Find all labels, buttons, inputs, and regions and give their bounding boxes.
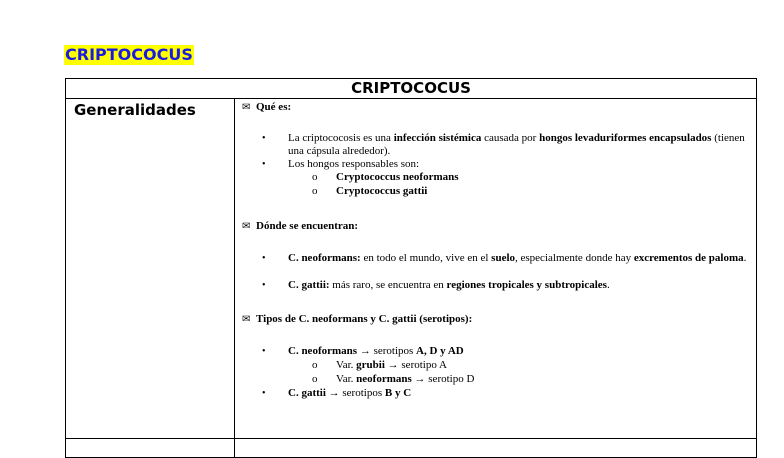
mailbox-icon: ✉ <box>242 102 251 113</box>
sub-bullet: o <box>312 373 318 385</box>
bullet: • <box>262 133 266 144</box>
page-title: CRIPTOCOCUS <box>65 45 193 64</box>
list-item-text: C. gattii: más raro, se encuentra en regiones tropicales y subtropicales. <box>288 279 610 291</box>
sub-list-item-text: Var. neoformans → serotipo D <box>336 373 475 385</box>
document-table <box>65 78 757 458</box>
table-header: CRIPTOCOCUS <box>66 79 756 99</box>
list-item-text: La criptococosis es una infección sistémica causada por hongos levaduriformes encapsulados (tienen una cápsula alrededor). <box>288 132 745 157</box>
list-item <box>262 387 752 400</box>
list-item <box>262 252 752 265</box>
list-item-text: C. gattii → serotipos B y C <box>288 387 412 399</box>
mailbox-icon: ✉ <box>242 221 251 232</box>
bullet: • <box>262 346 266 357</box>
list-item <box>262 279 752 292</box>
sub-list-item <box>312 171 732 184</box>
row-divider <box>66 438 756 439</box>
list-item-text: Los hongos responsables son: <box>288 158 420 170</box>
list-item <box>262 132 752 158</box>
section-heading-tipos <box>242 313 752 326</box>
sub-list-item-text: Cryptococcus gattii <box>336 185 428 197</box>
section-heading-text: Tipos de C. neoformans y C. gattii (serotipos): <box>256 313 473 325</box>
section-heading-que-es <box>242 101 752 114</box>
sub-bullet: o <box>312 185 318 197</box>
bullet: • <box>262 253 266 264</box>
sub-list-item-text: Var. grubii → serotipo A <box>336 359 447 371</box>
list-item <box>262 345 752 358</box>
bullet: • <box>262 280 266 291</box>
row-label: Generalidades <box>74 101 196 119</box>
section-heading-text: Dónde se encuentran: <box>256 220 359 232</box>
section-heading-text: Qué es: <box>256 101 292 113</box>
bullet: • <box>262 159 266 170</box>
sub-bullet: o <box>312 359 318 371</box>
sub-list-item <box>312 359 732 372</box>
column-divider <box>234 98 235 457</box>
sub-bullet: o <box>312 171 318 183</box>
sub-list-item-text: Cryptococcus neoformans <box>336 171 459 183</box>
section-heading-donde <box>242 220 752 233</box>
sub-list-item <box>312 185 732 198</box>
list-item-text: C. neoformans: en todo el mundo, vive en el suelo, especialmente donde hay excrementos de paloma. <box>288 252 747 264</box>
mailbox-icon: ✉ <box>242 314 251 325</box>
sub-list-item <box>312 373 732 386</box>
list-item <box>262 158 752 171</box>
bullet: • <box>262 388 266 399</box>
list-item-text: C. neoformans → serotipos A, D y AD <box>288 345 464 357</box>
